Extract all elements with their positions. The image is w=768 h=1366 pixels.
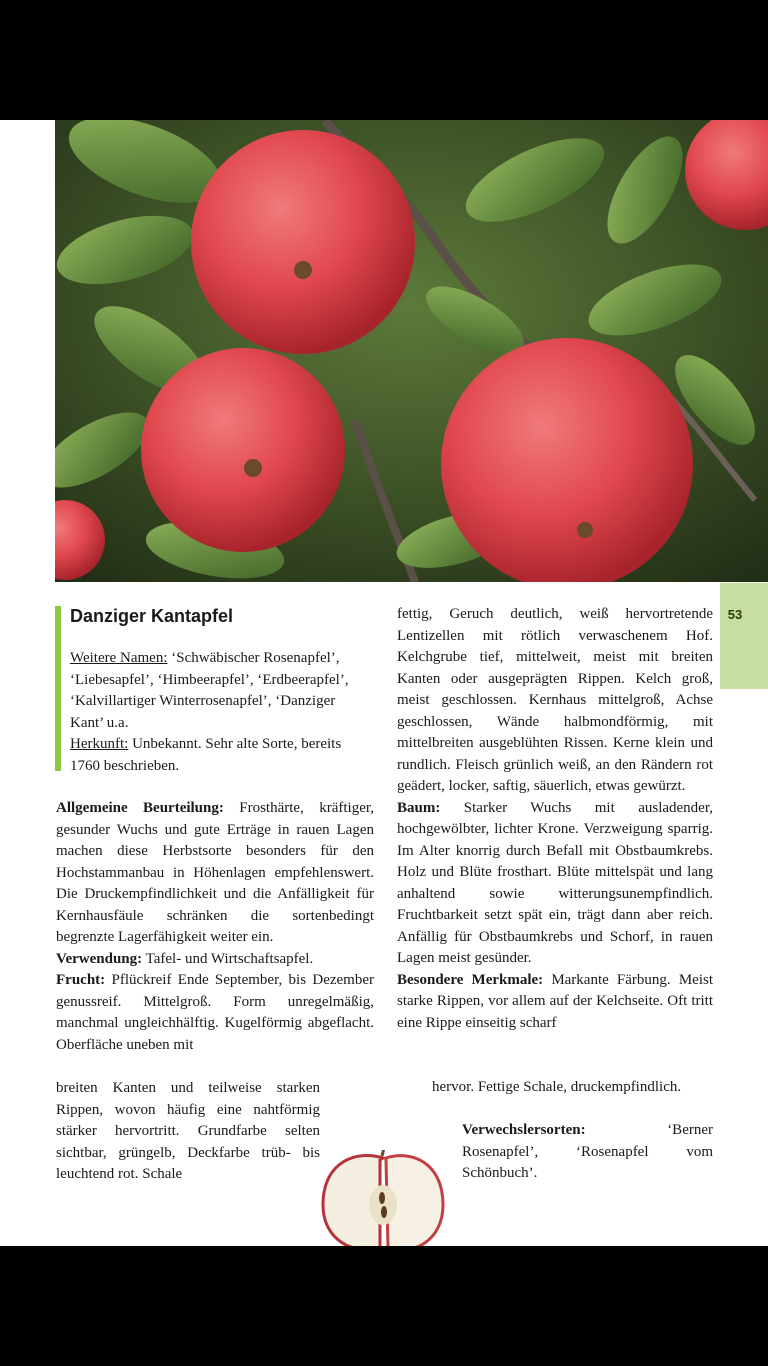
- variety-title: Danziger Kantapfel: [70, 606, 234, 626]
- beurteilung-label: Allgemeine Beurteilung:: [56, 800, 224, 816]
- frucht-text-c: fettig, Geruch deutlich, weiß hervortretende Lentizellen mit rötlich verwaschenem Hof. Kelchgrube tief, mittelweit, meist mit breiten Kanten oder ausgeprägten Rippen. Kelch groß, meist geschlossen. Kernhaus mittelgroß, Achse geschlossen, Wände halbmondförmig, mit mittelbreiten ausgeblühten Rissen. Kerne klein und rundlich. Fleisch grünlich weiß, an den Rändern rot geädert, locker, saftig, säuerlich, etwas gewürzt.: [397, 606, 713, 794]
- paragraph-frucht: [56, 970, 374, 1056]
- paragraph-merkmale: [397, 970, 713, 1035]
- verwendung-text: Tafel- und Wirtschaftsapfel.: [142, 950, 314, 967]
- apple-photo-illustration: [55, 120, 768, 582]
- paragraph-beurteilung: [56, 798, 374, 949]
- frucht-text-a: Pflückreif Ende September, bis Dezember genussreif. Mittelgroß. Form unregelmäßig, manchmal ungleichhälftig. Kugelförmig abgeflacht. Oberfläche uneben mit: [56, 972, 374, 1053]
- merkmale-label: Besondere Merkmale:: [397, 971, 544, 988]
- apple-tree-photo: [55, 120, 768, 582]
- beurteilung-text: Frosthärte, kräftiger, gesunder Wuchs und gute Erträge in rauen Lagen machen diese Herbstsorte besonders für den Hochstammanbau in Höhenlagen empfehlenswert. Die Druckempfindlichkeit und die Anfälligkeit für Kernhausfäule schränken die sortenbedingt begrenzte Lagerfähigkeit weiter ein.: [56, 800, 375, 945]
- paragraph-verwendung: [56, 949, 374, 971]
- frucht-label: Frucht:: [56, 972, 106, 988]
- frucht-text-b: breiten Kanten und teilweise starken Rippen, wovon häufig eine nahtförmig stärker hervortritt. Grundfarbe selten sichtbar, grüngelb, Deckfarbe trüb- bis leuchtend rot. Schale: [56, 1080, 320, 1182]
- other-names-text: ‘Schwäbischer Rosenapfel’, ‘Liebesapfel’, ‘Himbeerapfel’, ‘Erdbeerapfel’, ‘Kalvillartiger Winterrosenapfel’, ‘Danziger Kant’ u.a.: [70, 650, 349, 731]
- text-column-right: [397, 604, 713, 1034]
- text-column-left-wrapped: [56, 1078, 320, 1186]
- origin-text: Unbekannt. Sehr alte Sorte, bereits 1760 beschrieben.: [70, 736, 342, 774]
- paragraph-baum: [397, 798, 713, 970]
- text-column-left: [56, 798, 374, 1056]
- variety-intro: [70, 648, 360, 777]
- verwechsler-label: Verwechslersorten:: [462, 1122, 586, 1138]
- text-column-right-wrapped: [432, 1077, 713, 1099]
- verwechsler-text: ‘Berner Rosenapfel’, ‘Rosenapfel vom Schönbuch’.: [462, 1122, 713, 1181]
- paragraph-verwechsler: [462, 1120, 713, 1185]
- baum-text: Starker Wuchs mit ausladender, hochgewölbter, lichter Krone. Verzweigung sparrig. Im Alter knorrig durch Befall mit Obstbaumkrebs. Holz und Blüte frosthart. Blüte mittelspät und lang anhaltend sowie witterungsunempfindlich. Fruchtbarkeit setzt spät ein, trägt dann aber reich. Anfällig für Obstbaumkrebs und Schorf, in rauen Lagen meist gesünder.: [397, 799, 713, 966]
- merkmale-text-b: hervor. Fettige Schale, druckempfindlich.: [432, 1079, 682, 1095]
- other-names-label: Weitere Namen:: [70, 650, 168, 666]
- page-number: 53: [727, 607, 743, 622]
- origin-label: Herkunft:: [70, 736, 129, 752]
- page-tab: [720, 583, 768, 689]
- text-column-right-wrapped-2: [462, 1120, 713, 1185]
- variety-info-box: [55, 606, 361, 774]
- baum-label: Baum:: [397, 799, 441, 816]
- book-page: [0, 120, 768, 1246]
- verwendung-label: Verwendung:: [56, 950, 143, 967]
- merkmale-text-a: Markante Färbung. Meist starke Rippen, vor allem auf der Kelchseite. Oft tritt eine Rippe einseitig scharf: [397, 971, 713, 1031]
- apple-cross-section-illustration: [318, 1150, 448, 1246]
- apple-cross-section-image: [318, 1150, 448, 1246]
